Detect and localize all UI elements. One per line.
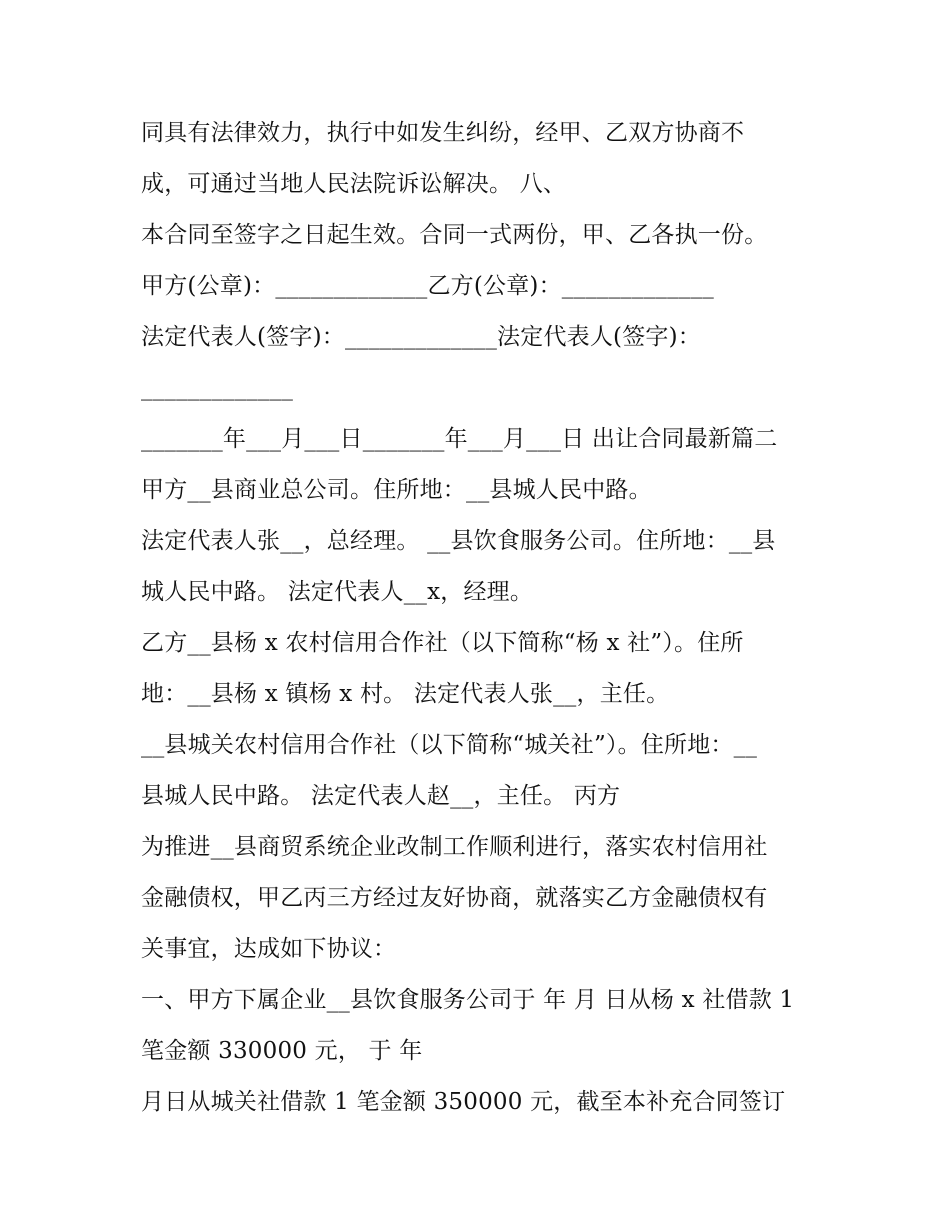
text-line-15: 为推进__县商贸系统企业改制工作顺利进行，落实农村信用社 (141, 834, 768, 860)
text-line-1: 同具有法律效力，执行中如发生纠纷，经甲、乙双方协商不 (141, 120, 745, 146)
text-line-20: 月日从城关社借款 1 笔金额 350000 元，截至本补充合同签订 (141, 1089, 786, 1115)
text-line-19: 笔金额 330000 元， 于 年 (141, 1038, 423, 1064)
text-line-3: 本合同至签字之日起生效。合同一式两份，甲、乙各执一份。 (141, 222, 768, 248)
text-line-17: 关事宜，达成如下协议： (141, 936, 397, 962)
text-line-2: 成，可通过当地人民法院诉讼解决。 八、 (141, 171, 567, 197)
text-line-12: 地：__县杨 x 镇杨 x 村。 法定代表人张__，主任。 (141, 681, 670, 707)
text-line-8: 甲方__县商业总公司。住所地：__县城人民中路。 (141, 477, 652, 503)
text-line-7: _______年___月___日_______年___月___日 出让合同最新篇二 (141, 426, 778, 452)
text-line-6: _____________ (141, 375, 294, 401)
text-line-9: 法定代表人张__，总经理。 __县饮食服务公司。住所地：__县 (141, 528, 776, 554)
text-line-4: 甲方(公章)：_____________乙方(公章)：_____________ (141, 273, 714, 299)
text-line-18: 一、甲方下属企业__县饮食服务公司于 年 月 日从杨 x 社借款 1 (141, 987, 795, 1013)
contract-text (141, 108, 821, 1128)
text-line-16: 金融债权，甲乙丙三方经过友好协商，就落实乙方金融债权有 (141, 885, 768, 911)
text-line-13: __县城关农村信用合作社（以下简称“城关社”）。住所地：__ (141, 732, 758, 758)
text-line-11: 乙方__县杨 x 农村信用合作社（以下简称“杨 x 社”）。住所 (141, 630, 744, 656)
text-line-14: 县城人民中路。 法定代表人赵__，主任。 丙方 (141, 783, 621, 809)
text-line-10: 城人民中路。 法定代表人__x，经理。 (141, 579, 534, 605)
text-line-5: 法定代表人(签字)：_____________法定代表人(签字)： (141, 324, 701, 350)
